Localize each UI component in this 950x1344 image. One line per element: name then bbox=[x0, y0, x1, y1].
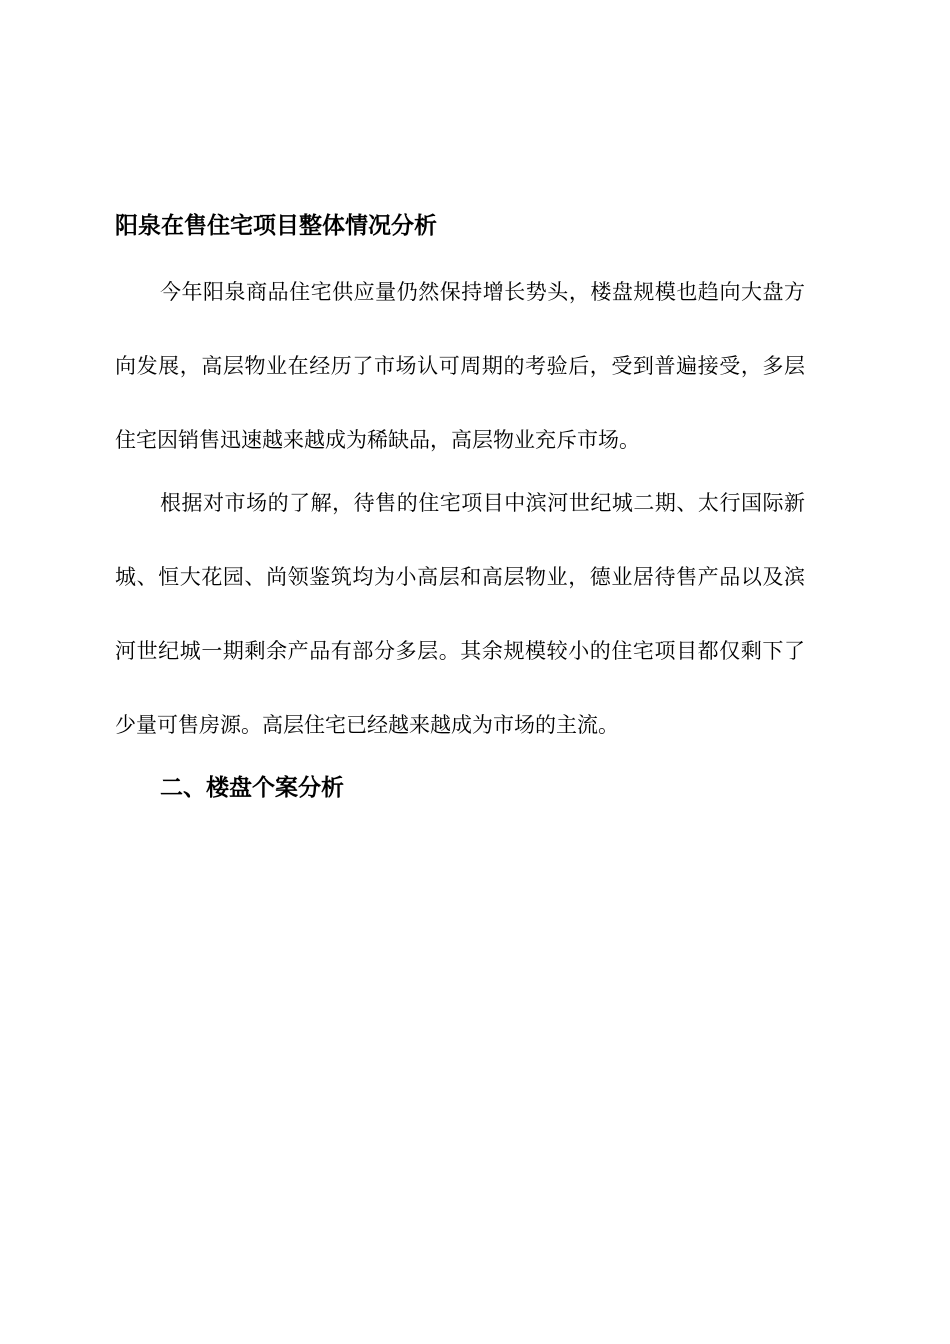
paragraph-market-projects: 根据对市场的了解，待售的住宅项目中滨河世纪城二期、太行国际新城、恒大花园、尚领鉴筑均为小高层和高层物业，德业居待售产品以及滨河世纪城一期剩余产品有部分多层。其余规模较小的住宅项目都仅剩下了少量可售房源。高层住宅已经越来越成为市场的主流。 bbox=[115, 491, 805, 737]
subsection-heading: 二、楼盘个案分析 bbox=[160, 775, 344, 801]
paragraph-supply-trend: 今年阳泉商品住宅供应量仍然保持增长势头，楼盘规模也趋向大盘方向发展，高层物业在经历了市场认可周期的考验后，受到普遍接受，多层住宅因销售迅速越来越成为稀缺品，高层物业充斥市场。 bbox=[115, 280, 805, 452]
section-heading: 阳泉在售住宅项目整体情况分析 bbox=[115, 213, 437, 239]
